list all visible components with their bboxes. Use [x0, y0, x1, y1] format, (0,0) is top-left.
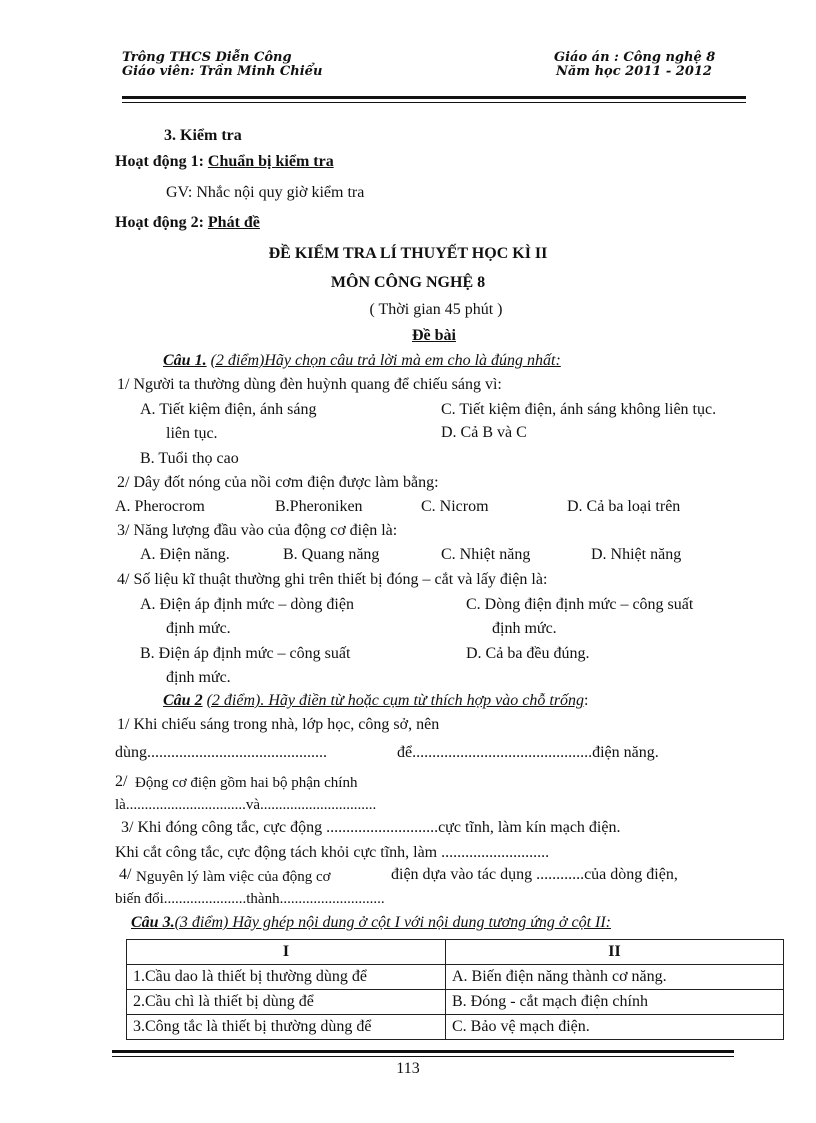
q1-s3-option-d: D. Nhiệt năng [591, 546, 682, 563]
gv-note: GV: Nhắc nội quy giờ kiểm tra [166, 184, 365, 201]
column-ii-header: II [446, 940, 784, 965]
header-year: Năm học 2011 - 2012 [556, 64, 712, 79]
q1-s2-option-c: C. Nicrom [421, 498, 489, 515]
q2-s1-line2a: dùng............................................. [115, 744, 327, 761]
row-right-cell: C. Bảo vệ mạch điện. [446, 1015, 784, 1040]
page-number: 113 [396, 1060, 420, 1077]
q2-s4-line1a: Nguyên lý làm việc của động cơ [136, 869, 331, 885]
q2-s2-line2: là................................và............................... [115, 797, 377, 813]
q3-heading: Câu 3.(3 điểm) Hãy ghép nội dung ở cột I với nội dung tương ứng ở cột II: [131, 914, 611, 931]
q1-s1-option-c: C. Tiết kiệm điện, ánh sáng không liên tục. [441, 401, 717, 418]
q1-s4-option-a: A. Điện áp định mức – dòng điện [140, 596, 354, 613]
q1-s1-question: 1/ Người ta thường dùng đèn huỳnh quang để chiếu sáng vì: [117, 376, 502, 393]
exam-title: ĐỀ KIỂM TRA LÍ THUYẾT HỌC KÌ II [268, 245, 548, 262]
row-left-cell: 1.Cầu dao là thiết bị thường dùng để [127, 965, 446, 990]
q2-s3-line1: 3/ Khi đóng công tắc, cực động ............................cực tĩnh, làm kín mạch điện. [121, 819, 621, 836]
header-rule-thin [122, 102, 746, 103]
q2-s2-line1: Động cơ điện gồm hai bộ phận chính [135, 775, 358, 791]
q1-s2-option-a: A. Pherocrom [115, 498, 205, 515]
header-teacher: Giáo viên: Trần Minh Chiểu [122, 64, 323, 79]
q1-s1-option-d: D. Cả B và C [441, 424, 527, 441]
q1-s3-option-a: A. Điện năng. [140, 546, 230, 563]
row-left-cell: 3.Công tắc là thiết bị thường dùng để [127, 1015, 446, 1040]
table-row [127, 965, 784, 990]
exam-subject: MÔN CÔNG NGHỆ 8 [330, 274, 486, 291]
q1-s2-question: 2/ Dây đốt nóng của nồi cơm điện được làm bằng: [117, 474, 439, 491]
q1-s4-option-d: D. Cả ba đều đúng. [466, 645, 590, 662]
q1-s2-option-b: B.Pheroniken [275, 498, 363, 515]
q1-s3-option-c: C. Nhiệt năng [441, 546, 531, 563]
table-row [127, 990, 784, 1015]
q2-s1-line1: 1/ Khi chiếu sáng trong nhà, lớp học, công sở, nên [117, 716, 440, 733]
activity-2: Hoạt động 2: Phát đề [115, 214, 260, 231]
q1-heading: Câu 1. (2 điểm)Hãy chọn câu trả lời mà em cho là đúng nhất: [163, 352, 561, 369]
footer-rule-thin [112, 1056, 734, 1057]
q1-s4-option-c: C. Dòng điện định mức – công suất [466, 596, 694, 613]
q2-s1-line2b: để.............................................điện năng. [397, 744, 659, 761]
q1-s1-option-b: B. Tuổi thọ cao [140, 450, 239, 467]
q2-s4-line1b: điện dựa vào tác dụng ............của dòng điện, [391, 866, 678, 883]
q1-s4-option-a-cont: định mức. [166, 620, 231, 637]
header-plan: Giáo án : Công nghệ 8 [554, 50, 716, 65]
table-row [127, 1015, 784, 1040]
footer-rule-thick [112, 1050, 734, 1053]
q1-s4-option-c-cont: định mức. [492, 620, 557, 637]
activity-1: Hoạt động 1: Chuẩn bị kiểm tra [115, 153, 334, 170]
row-left-cell: 2.Cầu chì là thiết bị dùng để [127, 990, 446, 1015]
row-right-cell: B. Đóng - cắt mạch điện chính [446, 990, 784, 1015]
q1-s2-option-d: D. Cả ba loại trên [567, 498, 681, 515]
q2-s2-number: 2/ [115, 773, 128, 790]
q1-s4-question: 4/ Số liệu kĩ thuật thường ghi trên thiết bị đóng – cắt và lấy điện là: [117, 571, 548, 588]
exam-heading: Đề bài [412, 327, 456, 344]
exam-time: ( Thời gian 45 phút ) [369, 301, 503, 318]
column-i-header: I [127, 940, 446, 965]
q2-s4-line2: biến đổi......................thành............................ [115, 891, 385, 907]
table-header-row [127, 940, 784, 965]
q1-s1-option-a: A. Tiết kiệm điện, ánh sáng [140, 401, 317, 418]
matching-table [126, 939, 784, 1040]
q1-s3-option-b: B. Quang năng [283, 546, 380, 563]
q1-s4-option-b-cont: định mức. [166, 669, 231, 686]
q1-s3-question: 3/ Năng lượng đầu vào của động cơ điện là: [117, 522, 398, 539]
q2-s3-line2: Khi cắt công tắc, cực động tách khỏi cực tĩnh, làm ........................... [115, 844, 550, 861]
q1-s1-option-a-cont: liên tục. [166, 425, 218, 442]
q2-s4-number: 4/ [119, 866, 132, 883]
header-rule-thick [122, 96, 746, 99]
check-title: 3. Kiểm tra [164, 127, 242, 144]
q1-s4-option-b: B. Điện áp định mức – công suất [140, 645, 351, 662]
row-right-cell: A. Biến điện năng thành cơ năng. [446, 965, 784, 990]
header-school: Trông THCS Diễn Công [122, 50, 292, 65]
q2-heading: Câu 2 (2 điểm). Hãy điền từ hoặc cụm từ thích hợp vào chỗ trống: [163, 692, 589, 709]
